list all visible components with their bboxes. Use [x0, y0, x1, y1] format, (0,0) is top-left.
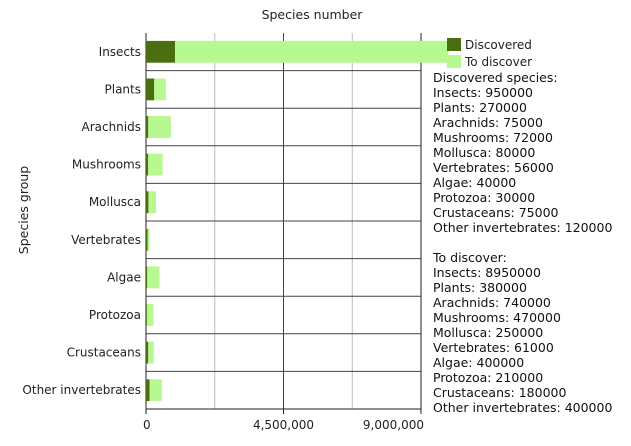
- info-line: Plants: 270000: [433, 100, 527, 115]
- bar-to-discover: [175, 41, 448, 63]
- category-label: Crustaceans: [66, 345, 141, 360]
- info-line: Other invertebrates: 400000: [433, 400, 613, 415]
- legend-swatch: [447, 38, 461, 51]
- x-tick-label: 0: [143, 418, 151, 432]
- category-label: Plants: [104, 82, 141, 97]
- bar-discovered: [146, 342, 148, 364]
- category-label: Mollusca: [88, 195, 141, 210]
- legend-swatch: [447, 55, 461, 68]
- info-line: Insects: 8950000: [433, 265, 541, 280]
- category-label: Other invertebrates: [22, 383, 141, 398]
- info-line: Plants: 380000: [433, 280, 527, 295]
- info-line: Protozoa: 30000: [433, 190, 536, 205]
- info-line: Insects: 950000: [433, 85, 533, 100]
- category-label: Protozoa: [88, 308, 141, 322]
- x-tick-label: 4,500,000: [252, 418, 315, 432]
- info-line: Algae: 400000: [433, 355, 525, 370]
- info-line: Other invertebrates: 120000: [433, 220, 613, 235]
- info-line: Crustaceans: 75000: [433, 205, 559, 220]
- bar-to-discover: [148, 191, 156, 213]
- plot-area: [22, 33, 448, 432]
- y-axis-label: Species group: [16, 165, 31, 255]
- bar-discovered: [146, 154, 148, 176]
- x-tick-label: 9,000,000: [362, 418, 424, 432]
- info-line: Mushrooms: 72000: [433, 130, 553, 145]
- info-line: Arachnids: 75000: [433, 115, 543, 130]
- info-line: Arachnids: 740000: [433, 295, 551, 310]
- bar-to-discover: [150, 379, 162, 401]
- bar-to-discover: [154, 78, 166, 100]
- category-label: Arachnids: [81, 120, 141, 134]
- info-line: Discovered species:: [433, 70, 558, 85]
- chart-title: Species number: [261, 7, 363, 22]
- category-label: Insects: [98, 44, 141, 59]
- info-line: Vertebrates: 56000: [433, 160, 554, 175]
- info-line: Mushrooms: 470000: [433, 310, 561, 325]
- category-label: Mushrooms: [71, 157, 141, 172]
- category-label: Algae: [107, 270, 141, 285]
- bar-to-discover: [148, 342, 154, 364]
- info-line: Mollusca: 80000: [433, 145, 536, 160]
- bar-discovered: [146, 229, 148, 251]
- bar-discovered: [146, 41, 175, 63]
- info-line: Mollusca: 250000: [433, 325, 544, 340]
- bar-discovered: [146, 78, 154, 100]
- legend-label: To discover: [465, 55, 533, 69]
- bar-discovered: [146, 116, 148, 138]
- bar-to-discover: [148, 154, 162, 176]
- bar-to-discover: [147, 266, 159, 288]
- bar-discovered: [146, 379, 150, 401]
- legend: [447, 38, 532, 69]
- bar-to-discover: [147, 304, 153, 326]
- bar-to-discover: [148, 116, 171, 138]
- info-line: Algae: 40000: [433, 175, 517, 190]
- info-line: [433, 235, 629, 250]
- info-line: To discover:: [433, 250, 507, 265]
- category-label: Vertebrates: [71, 232, 141, 247]
- species-info-panel: [433, 70, 629, 415]
- bar-to-discover: [148, 229, 150, 251]
- info-line: Vertebrates: 61000: [433, 340, 554, 355]
- bar-discovered: [146, 304, 147, 326]
- bar-discovered: [146, 191, 148, 213]
- legend-label: Discovered: [465, 38, 532, 52]
- info-line: Protozoa: 210000: [433, 370, 544, 385]
- bar-discovered: [146, 266, 147, 288]
- info-line: Crustaceans: 180000: [433, 385, 567, 400]
